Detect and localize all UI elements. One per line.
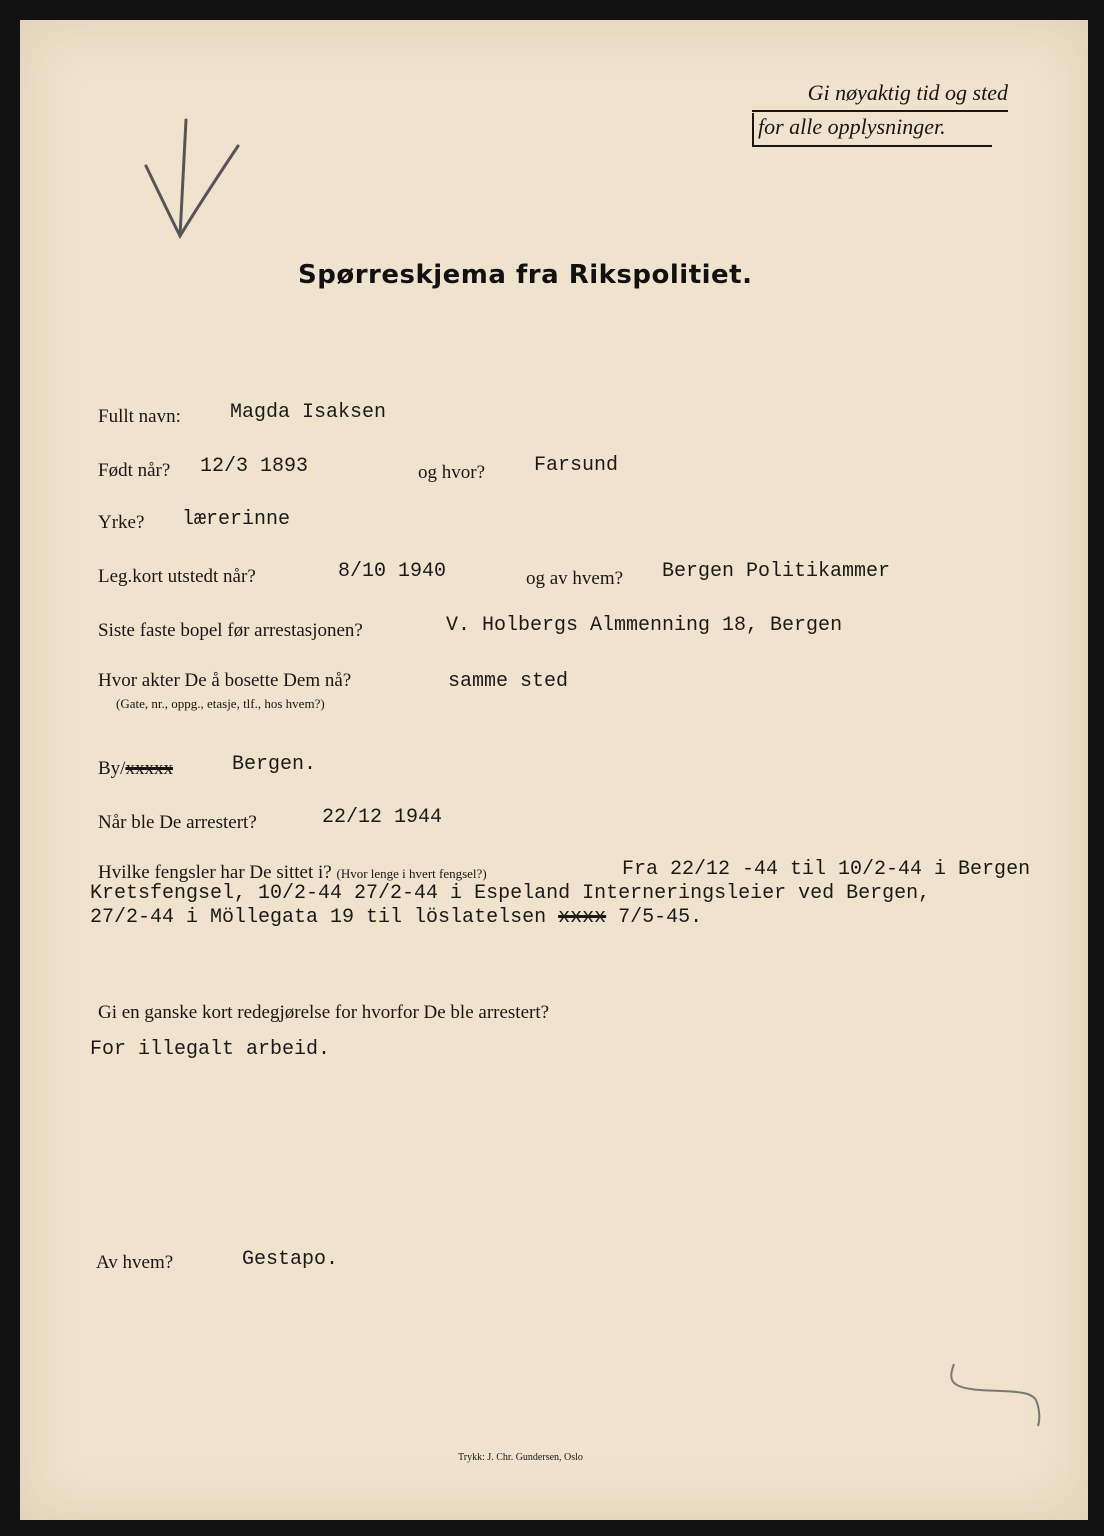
intended-address-sublabel: (Gate, nr., oppg., etasje, tlf., hos hvem?) (116, 696, 325, 711)
occupation-value: lærerinne (182, 508, 291, 531)
last-address-label: Siste faste bopel før arrestasjonen? (98, 620, 363, 641)
idcard-value: 8/10 1940 (338, 560, 447, 583)
born-where-label: og hvor? (418, 462, 486, 483)
header-line-1: Gi nøyaktig tid og sted (807, 80, 1008, 105)
city-label (98, 758, 173, 780)
idcard-label: Leg.kort utstedt når? (98, 566, 256, 587)
city-label-text: By/ (98, 758, 126, 779)
prisons-line-3a: 27/2-44 i Möllegata 19 til löslatelsen (90, 906, 547, 929)
occupation-label: Yrke? (98, 512, 145, 533)
prisons-label-text: Hvilke fengsler har De sittet i? (98, 862, 332, 883)
city-struck-text: xxxxx (125, 758, 173, 779)
idcard-by-label: og av hvem? (526, 568, 624, 589)
form-title: Spørreskjema fra Rikspolitiet. (298, 260, 753, 290)
born-value: 12/3 1893 (200, 455, 309, 478)
instruction-header (752, 80, 1008, 150)
prisons-line-2: Kretsfengsel, 10/2-44 27/2-44 i Espeland Interneringsleier ved Bergen, (90, 882, 931, 905)
pencil-curve-icon (940, 1360, 1050, 1430)
prisons-line-3-struck: xxxx (558, 906, 607, 929)
by-whom-value: Gestapo. (242, 1248, 339, 1271)
city-value: Bergen. (232, 753, 317, 776)
arrested-label: Når ble De arrestert? (98, 812, 257, 833)
header-rule-bottom (752, 145, 992, 147)
header-rule-top (752, 110, 1008, 112)
prisons-line-3b: 7/5-45. (618, 906, 703, 929)
prisons-line-1: Fra 22/12 -44 til 10/2-44 i Bergen (622, 858, 1031, 881)
prisons-line-3 (90, 906, 702, 929)
reason-value: For illegalt arbeid. (90, 1038, 331, 1061)
intended-address-value: samme sted (448, 670, 569, 693)
name-label: Fullt navn: (98, 406, 181, 427)
arrested-value: 22/12 1944 (322, 806, 443, 829)
header-line-2: for alle opplysninger. (758, 114, 946, 139)
born-label: Født når? (98, 460, 171, 481)
pencil-mark-icon (138, 116, 248, 246)
prisons-label (98, 862, 487, 884)
intended-address-label: Hvor akter De å bosette Dem nå? (98, 670, 352, 691)
reason-label: Gi en ganske kort redegjørelse for hvorfor De ble arrestert? (98, 1002, 550, 1023)
idcard-by-value: Bergen Politikammer (662, 560, 891, 583)
header-rule-left (752, 113, 754, 147)
form-page (20, 20, 1088, 1520)
name-value: Magda Isaksen (230, 401, 387, 424)
printer-credit: Trykk: J. Chr. Gundersen, Oslo (458, 1452, 583, 1463)
by-whom-label: Av hvem? (96, 1252, 174, 1273)
last-address-value: V. Holbergs Almmenning 18, Bergen (446, 614, 843, 637)
prisons-sublabel: (Hvor lenge i hvert fengsel?) (336, 866, 487, 881)
born-where-value: Farsund (534, 454, 619, 477)
